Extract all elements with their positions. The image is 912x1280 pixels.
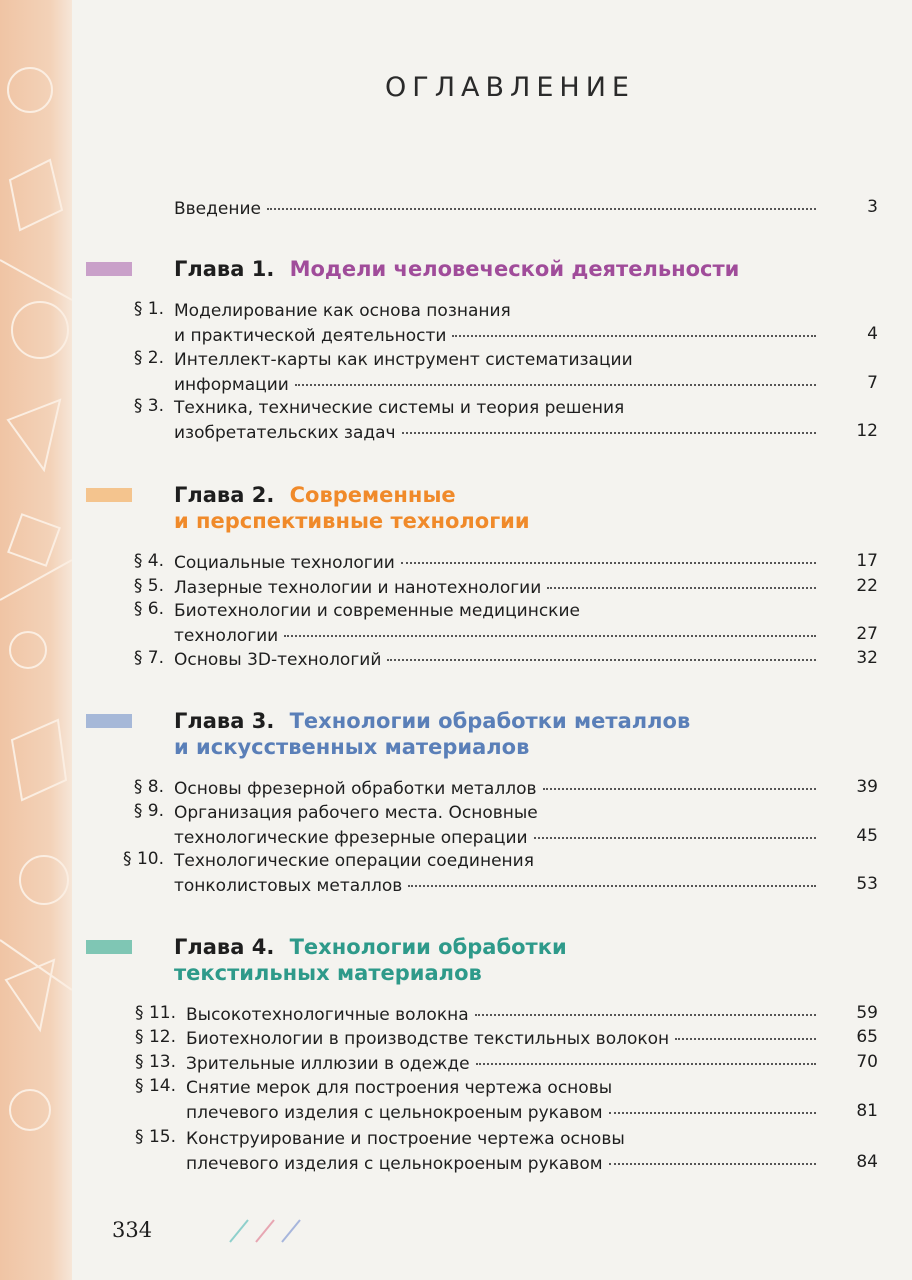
section-number: § 2. — [133, 348, 164, 368]
chapter-title: и искусственных материалов — [174, 735, 530, 759]
section-title-line: Техника, технические системы и теория решения — [174, 398, 625, 418]
toc-page-number: 45 — [856, 826, 878, 846]
section-number: § 11. — [135, 1003, 176, 1023]
section-title-line: технологии — [174, 626, 279, 646]
dot-leader — [675, 1038, 816, 1040]
chapter-title: текстильных материалов — [174, 961, 482, 985]
chapter-title: и перспективные технологии — [174, 509, 530, 533]
section-title-line: Биотехнологии в производстве текстильных волокон — [186, 1029, 670, 1049]
dot-leader — [408, 885, 816, 887]
section-number: § 15. — [135, 1127, 176, 1147]
section-title-line: Основы фрезерной обработки металлов — [174, 779, 537, 799]
dot-leader — [476, 1063, 816, 1065]
chapter-heading-2[interactable] — [174, 482, 530, 534]
section-number: § 3. — [133, 396, 164, 416]
section-number: § 6. — [133, 599, 164, 619]
toc-entry-section-6[interactable] — [133, 599, 878, 649]
geometric-pattern-icon — [0, 0, 72, 1280]
toc-entry-section-2[interactable] — [133, 348, 878, 398]
chapter-title: Технологии обработки металлов — [289, 709, 691, 733]
toc-page-number: 65 — [856, 1027, 878, 1047]
chapter-title: Модели человеческой деятельности — [289, 257, 740, 281]
section-title-line: тонколистовых металлов — [174, 876, 403, 896]
chapter-prefix: Глава 2. — [174, 483, 275, 507]
section-number: § 10. — [123, 849, 164, 869]
section-title-line: Зрительные иллюзии в одежде — [186, 1054, 470, 1074]
section-title-line: плечевого изделия с цельнокроеным рукавом — [186, 1103, 603, 1123]
toc-entry-section-8[interactable] — [133, 777, 878, 802]
chapter-title: Технологии обработки — [289, 935, 567, 959]
section-title-line: изобретательских задач — [174, 423, 396, 443]
section-number: § 9. — [133, 801, 164, 821]
slash-ornament-icon — [226, 1216, 326, 1244]
toc-entry-section-14[interactable] — [135, 1076, 878, 1126]
toc-entry-section-5[interactable] — [133, 576, 878, 601]
dot-leader — [401, 562, 816, 564]
chapter-title: Современные — [289, 483, 456, 507]
section-title-line: и практической деятельности — [174, 326, 447, 346]
section-number: § 8. — [133, 777, 164, 797]
chapter-prefix: Глава 3. — [174, 709, 275, 733]
section-number: § 7. — [133, 648, 164, 668]
chapter-heading-3[interactable] — [174, 708, 690, 760]
section-title-line: Организация рабочего места. Основные — [174, 803, 538, 823]
dot-leader — [543, 788, 817, 790]
chapter-prefix: Глава 4. — [174, 935, 275, 959]
section-number: § 4. — [133, 551, 164, 571]
chapter-heading-4[interactable] — [174, 934, 567, 986]
section-number: § 14. — [135, 1076, 176, 1096]
dot-leader — [452, 335, 816, 337]
section-title-line: Биотехнологии и современные медицинские — [174, 601, 580, 621]
dot-leader — [547, 587, 816, 589]
section-number: § 13. — [135, 1052, 176, 1072]
toc-page-number: 53 — [856, 874, 878, 894]
toc-page-number: 22 — [856, 576, 878, 596]
toc-entry-section-13[interactable] — [135, 1052, 878, 1077]
toc-page-number: 81 — [856, 1101, 878, 1121]
decorative-margin — [0, 0, 72, 1280]
chapter-prefix: Глава 1. — [174, 257, 275, 281]
section-number: § 1. — [133, 299, 164, 319]
section-title-line: технологические фрезерные операции — [174, 828, 528, 848]
section-title-line: Конструирование и построение чертежа основы — [186, 1129, 625, 1149]
page-number: 334 — [112, 1218, 153, 1242]
toc-page-number: 12 — [856, 421, 878, 441]
section-title-line: Лазерные технологии и нанотехнологии — [174, 578, 542, 598]
toc-entry-section-4[interactable] — [133, 551, 878, 576]
toc-page-number: 59 — [856, 1003, 878, 1023]
dot-leader — [609, 1163, 816, 1165]
toc-page-number: 27 — [856, 624, 878, 644]
dot-leader — [534, 837, 816, 839]
toc-page-number: 39 — [856, 777, 878, 797]
dot-leader — [387, 659, 816, 661]
toc-entry-section-1[interactable] — [133, 299, 878, 349]
dot-leader — [609, 1112, 816, 1114]
section-title-line: Снятие мерок для построения чертежа основы — [186, 1078, 613, 1098]
toc-page-number: 32 — [856, 648, 878, 668]
section-title-line: плечевого изделия с цельнокроеным рукавом — [186, 1154, 603, 1174]
section-title-line: Технологические операции соединения — [174, 851, 534, 871]
toc-entry-section-15[interactable] — [135, 1127, 878, 1177]
section-number: § 12. — [135, 1027, 176, 1047]
chapter-heading-1[interactable] — [174, 256, 739, 282]
section-title-line: Высокотехнологичные волокна — [186, 1005, 469, 1025]
chapter-color-bar — [86, 262, 132, 276]
toc-entry-section-3[interactable] — [133, 396, 878, 446]
chapter-color-bar — [86, 488, 132, 502]
dot-leader — [295, 384, 816, 386]
toc-page-number: 17 — [856, 551, 878, 571]
dot-leader — [267, 208, 816, 210]
toc-entry-section-12[interactable] — [135, 1027, 878, 1052]
toc-page-number: 4 — [867, 324, 878, 344]
toc-entry-section-9[interactable] — [133, 801, 878, 851]
section-title-line: Моделирование как основа познания — [174, 301, 511, 321]
toc-entry-section-11[interactable] — [135, 1003, 878, 1028]
toc-entry-section-10[interactable] — [123, 849, 878, 899]
chapter-color-bar — [86, 714, 132, 728]
dot-leader — [284, 635, 816, 637]
toc-page-number: 7 — [867, 373, 878, 393]
toc-page-number: 70 — [856, 1052, 878, 1072]
section-title-line: Социальные технологии — [174, 553, 395, 573]
toc-page-number: 84 — [856, 1152, 878, 1172]
toc-entry-label: Введение — [174, 199, 261, 219]
toc-entry-section-7[interactable] — [133, 648, 878, 673]
dot-leader — [402, 432, 816, 434]
dot-leader — [475, 1014, 816, 1016]
section-number: § 5. — [133, 576, 164, 596]
toc-entry-intro[interactable] — [174, 197, 878, 222]
section-title-line: Интеллект-карты как инструмент систематизации — [174, 350, 633, 370]
section-title-line: информации — [174, 375, 289, 395]
toc-page-number: 3 — [867, 197, 878, 217]
chapter-color-bar — [86, 940, 132, 954]
page-title: ОГЛАВЛЕНИЕ — [385, 72, 635, 103]
section-title-line: Основы 3D-технологий — [174, 650, 382, 670]
